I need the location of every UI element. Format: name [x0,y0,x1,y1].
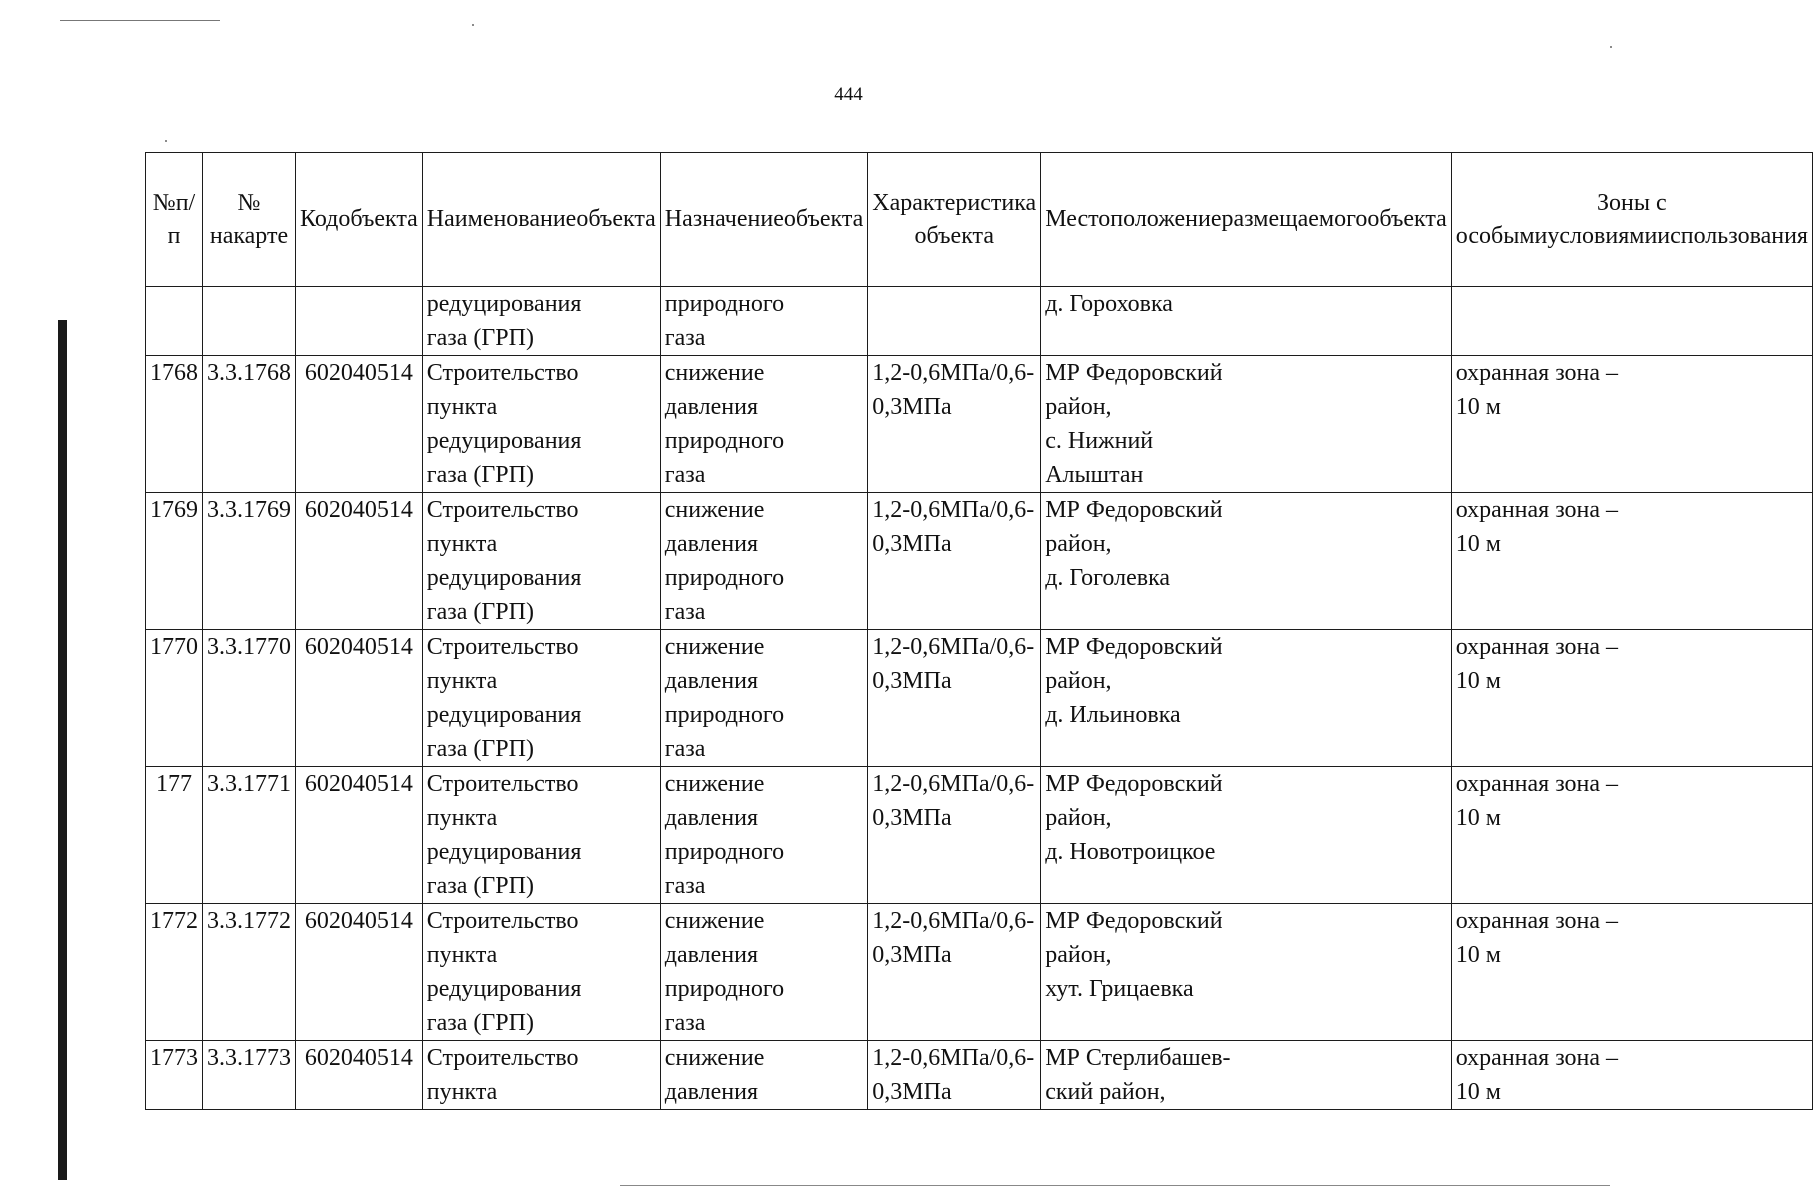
cell-object-code [296,630,423,767]
cell-map-number [203,287,296,356]
cell-map-number [203,356,296,493]
table-row [146,493,1813,630]
cell-line: 1769 [150,497,198,523]
table-row [146,287,1813,356]
cell-line: охранная зона – [1455,360,1619,386]
cell-number [146,630,203,767]
scan-speck [165,140,167,142]
cell-line: Код [300,206,339,232]
cell-line: объекта [338,206,418,232]
cell-line: 602040514 [304,360,413,386]
cell-number [146,356,203,493]
cell-line: № [152,189,176,216]
cell-number [146,287,203,356]
scan-rule-top [60,20,220,21]
cell-map-number [203,630,296,767]
cell-line: газа [664,599,706,625]
cell-line: 10 м [1455,394,1501,420]
cell-object-name [422,493,660,630]
cell-line: 1773 [150,1045,198,1071]
cell-line: Местоположение [1045,206,1222,232]
cell-line: охранная зона – [1455,908,1619,934]
cell-line: 602040514 [304,908,413,934]
cell-line: 1,2-0,6МПа/0,6- [872,908,1035,934]
cell-line: объекта [1367,206,1447,232]
cell-object-location [1041,287,1452,356]
cell-number [146,1041,203,1110]
cell-line: снижение [664,771,765,797]
cell-line: газа (ГРП) [426,736,534,762]
cell-line: газа (ГРП) [426,873,534,899]
cell-line: с. Нижний [1045,428,1154,454]
cell-special-zone [1451,287,1812,356]
cell-line: Характеристик [872,189,1026,216]
cell-line: снижение [664,908,765,934]
header-cell [146,153,203,287]
cell-line: 0,3МПа [872,942,952,968]
cell-object-location [1041,1041,1452,1110]
cell-object-purpose [660,1041,868,1110]
cell-special-zone [1451,630,1812,767]
cell-line: 10 м [1455,668,1501,694]
cell-line: д. Гоголевка [1045,565,1171,591]
scan-speck [1610,46,1612,48]
cell-object-purpose [660,630,868,767]
cell-line: газа (ГРП) [426,462,534,488]
cell-line: МР Федоровский [1045,908,1223,934]
cell-object-purpose [660,287,868,356]
header-cell [203,153,296,287]
table-row [146,630,1813,767]
cell-line: МР Федоровский [1045,634,1223,660]
cell-line: охранная зона – [1455,771,1619,797]
cell-line: 1770 [150,634,198,660]
cell-line: МР Федоровский [1045,360,1223,386]
cell-object-purpose [660,767,868,904]
cell-special-zone [1451,493,1812,630]
cell-object-code [296,904,423,1041]
cell-line: природного [664,976,785,1002]
cell-line: газа [664,325,706,351]
cell-line: размещаемого [1221,206,1368,232]
cell-line: 10 м [1455,805,1501,831]
cell-line: Зоны с особыми [1455,189,1667,249]
cell-line: газа [664,462,706,488]
cell-line: 0,3МПа [872,805,952,831]
header-cell [868,153,1041,287]
cell-line: 3.3.1768 [207,360,291,386]
scan-binding-edge [58,320,67,1180]
cell-line: район, [1045,531,1112,557]
cell-line: Строительство [426,497,579,523]
page-number: 444 [834,84,863,105]
cell-line: редуцирования [426,291,582,317]
cell-line: 602040514 [304,634,413,660]
cell-line: 3.3.1770 [207,634,291,660]
cell-line: снижение [664,360,765,386]
cell-line: 602040514 [304,771,413,797]
table-row [146,1041,1813,1110]
cell-special-zone [1451,904,1812,1041]
cell-line: объекта [783,206,864,232]
cell-object-characteristic [868,287,1041,356]
cell-line: ский район, [1045,1079,1166,1105]
cell-map-number [203,767,296,904]
cell-line: 177 [156,771,192,797]
cell-line: Строительство [426,908,579,934]
cell-line: 0,3МПа [872,1079,952,1105]
cell-line: 3.3.1771 [207,771,291,797]
cell-object-name [422,1041,660,1110]
cell-number [146,904,203,1041]
cell-line: давления [664,1079,759,1105]
cell-line: Строительство [426,1045,579,1071]
cell-line: охранная зона – [1455,634,1619,660]
cell-line: давления [664,531,759,557]
cell-line: Наименование [426,206,577,232]
cell-object-characteristic [868,630,1041,767]
cell-line: пункта [426,1079,498,1105]
cell-line: природного [664,291,785,317]
cell-line: 1,2-0,6МПа/0,6- [872,634,1035,660]
table-row [146,767,1813,904]
cell-object-location [1041,630,1452,767]
cell-object-code [296,493,423,630]
cell-object-location [1041,493,1452,630]
cell-line: редуцирования [426,428,582,454]
cell-object-name [422,287,660,356]
cell-line: 10 м [1455,1079,1501,1105]
cell-line: газа (ГРП) [426,325,534,351]
cell-map-number [203,493,296,630]
cell-object-purpose [660,356,868,493]
header-cell [422,153,660,287]
scan-speck [472,24,474,26]
cell-line: снижение [664,497,765,523]
cell-object-code [296,356,423,493]
cell-line: район, [1045,668,1112,694]
cell-line: 10 м [1455,531,1501,557]
cell-line: 602040514 [304,497,413,523]
header-cell [1451,153,1812,287]
cell-line: природного [664,428,785,454]
cell-object-characteristic [868,493,1041,630]
cell-line: охранная зона – [1455,1045,1619,1071]
cell-line: редуцирования [426,565,582,591]
cell-line: 1,2-0,6МПа/0,6- [872,771,1035,797]
cell-object-name [422,767,660,904]
cell-object-name [422,356,660,493]
cell-special-zone [1451,356,1812,493]
register-table [145,152,1813,1110]
table-row [146,904,1813,1041]
cell-number [146,493,203,630]
cell-line: давления [664,805,759,831]
cell-line: газа [664,873,706,899]
cell-line: д. Новотроицкое [1045,839,1216,865]
table-header-row [146,153,1813,287]
cell-object-location [1041,904,1452,1041]
cell-line: 0,3МПа [872,531,952,557]
cell-line: район, [1045,942,1112,968]
cell-object-code [296,767,423,904]
cell-line: № на [209,189,261,249]
cell-line: 3.3.1772 [207,908,291,934]
cell-object-location [1041,767,1452,904]
cell-line: пункта [426,394,498,420]
cell-line: район, [1045,805,1112,831]
cell-line: газа (ГРП) [426,1010,534,1036]
cell-object-characteristic [868,356,1041,493]
cell-line: давления [664,394,759,420]
cell-special-zone [1451,767,1812,904]
cell-line: д. Гороховка [1045,291,1173,317]
cell-line: объекта [576,206,656,232]
cell-object-purpose [660,904,868,1041]
cell-object-characteristic [868,1041,1041,1110]
cell-line: 1768 [150,360,198,386]
cell-line: давления [664,668,759,694]
cell-line: Строительство [426,634,579,660]
header-cell [1041,153,1452,287]
cell-line: пункта [426,531,498,557]
cell-line: МР Федоровский [1045,497,1223,523]
cell-object-purpose [660,493,868,630]
cell-line: условиями [1547,222,1658,249]
cell-line: природного [664,839,785,865]
cell-line: МР Федоровский [1045,771,1223,797]
cell-line: природного [664,702,785,728]
cell-line: пункта [426,942,498,968]
cell-line: д. Ильиновка [1045,702,1181,728]
cell-line: 1,2-0,6МПа/0,6- [872,497,1035,523]
cell-line: а объекта [914,189,1037,249]
cell-object-location [1041,356,1452,493]
scan-rule-bottom [620,1185,1610,1186]
cell-object-code [296,1041,423,1110]
cell-line: п/п [167,189,196,249]
cell-line: Строительство [426,771,579,797]
cell-line: снижение [664,1045,765,1071]
cell-number [146,767,203,904]
cell-line: район, [1045,394,1112,420]
cell-line: газа [664,1010,706,1036]
cell-line: Алыштан [1045,462,1144,488]
cell-object-characteristic [868,904,1041,1041]
cell-line: редуцирования [426,839,582,865]
cell-line: 0,3МПа [872,394,952,420]
cell-line: газа [664,736,706,762]
cell-object-code [296,287,423,356]
cell-line: 3.3.1773 [207,1045,291,1071]
cell-line: давления [664,942,759,968]
header-cell [660,153,868,287]
cell-line: карте [233,222,289,249]
cell-object-name [422,630,660,767]
cell-line: хут. Грицаевка [1045,976,1194,1002]
cell-map-number [203,904,296,1041]
cell-line: 1,2-0,6МПа/0,6- [872,1045,1035,1071]
cell-line: МР Стерлибашев- [1045,1045,1231,1071]
cell-line: Строительство [426,360,579,386]
cell-line: пункта [426,805,498,831]
cell-line: газа (ГРП) [426,599,534,625]
cell-object-name [422,904,660,1041]
cell-line: редуцирования [426,702,582,728]
cell-map-number [203,1041,296,1110]
cell-line: 602040514 [304,1045,413,1071]
cell-line: 1772 [150,908,198,934]
header-cell [296,153,423,287]
cell-line: 1,2-0,6МПа/0,6- [872,360,1035,386]
cell-line: 0,3МПа [872,668,952,694]
cell-line: Назначение [664,206,784,232]
cell-object-characteristic [868,767,1041,904]
cell-line: охранная зона – [1455,497,1619,523]
cell-line: пункта [426,668,498,694]
cell-line: 3.3.1769 [207,497,291,523]
table-row [146,356,1813,493]
cell-line: 10 м [1455,942,1501,968]
cell-special-zone [1451,1041,1812,1110]
cell-line: природного [664,565,785,591]
cell-line: снижение [664,634,765,660]
cell-line: редуцирования [426,976,582,1002]
cell-line: использования [1657,222,1808,249]
